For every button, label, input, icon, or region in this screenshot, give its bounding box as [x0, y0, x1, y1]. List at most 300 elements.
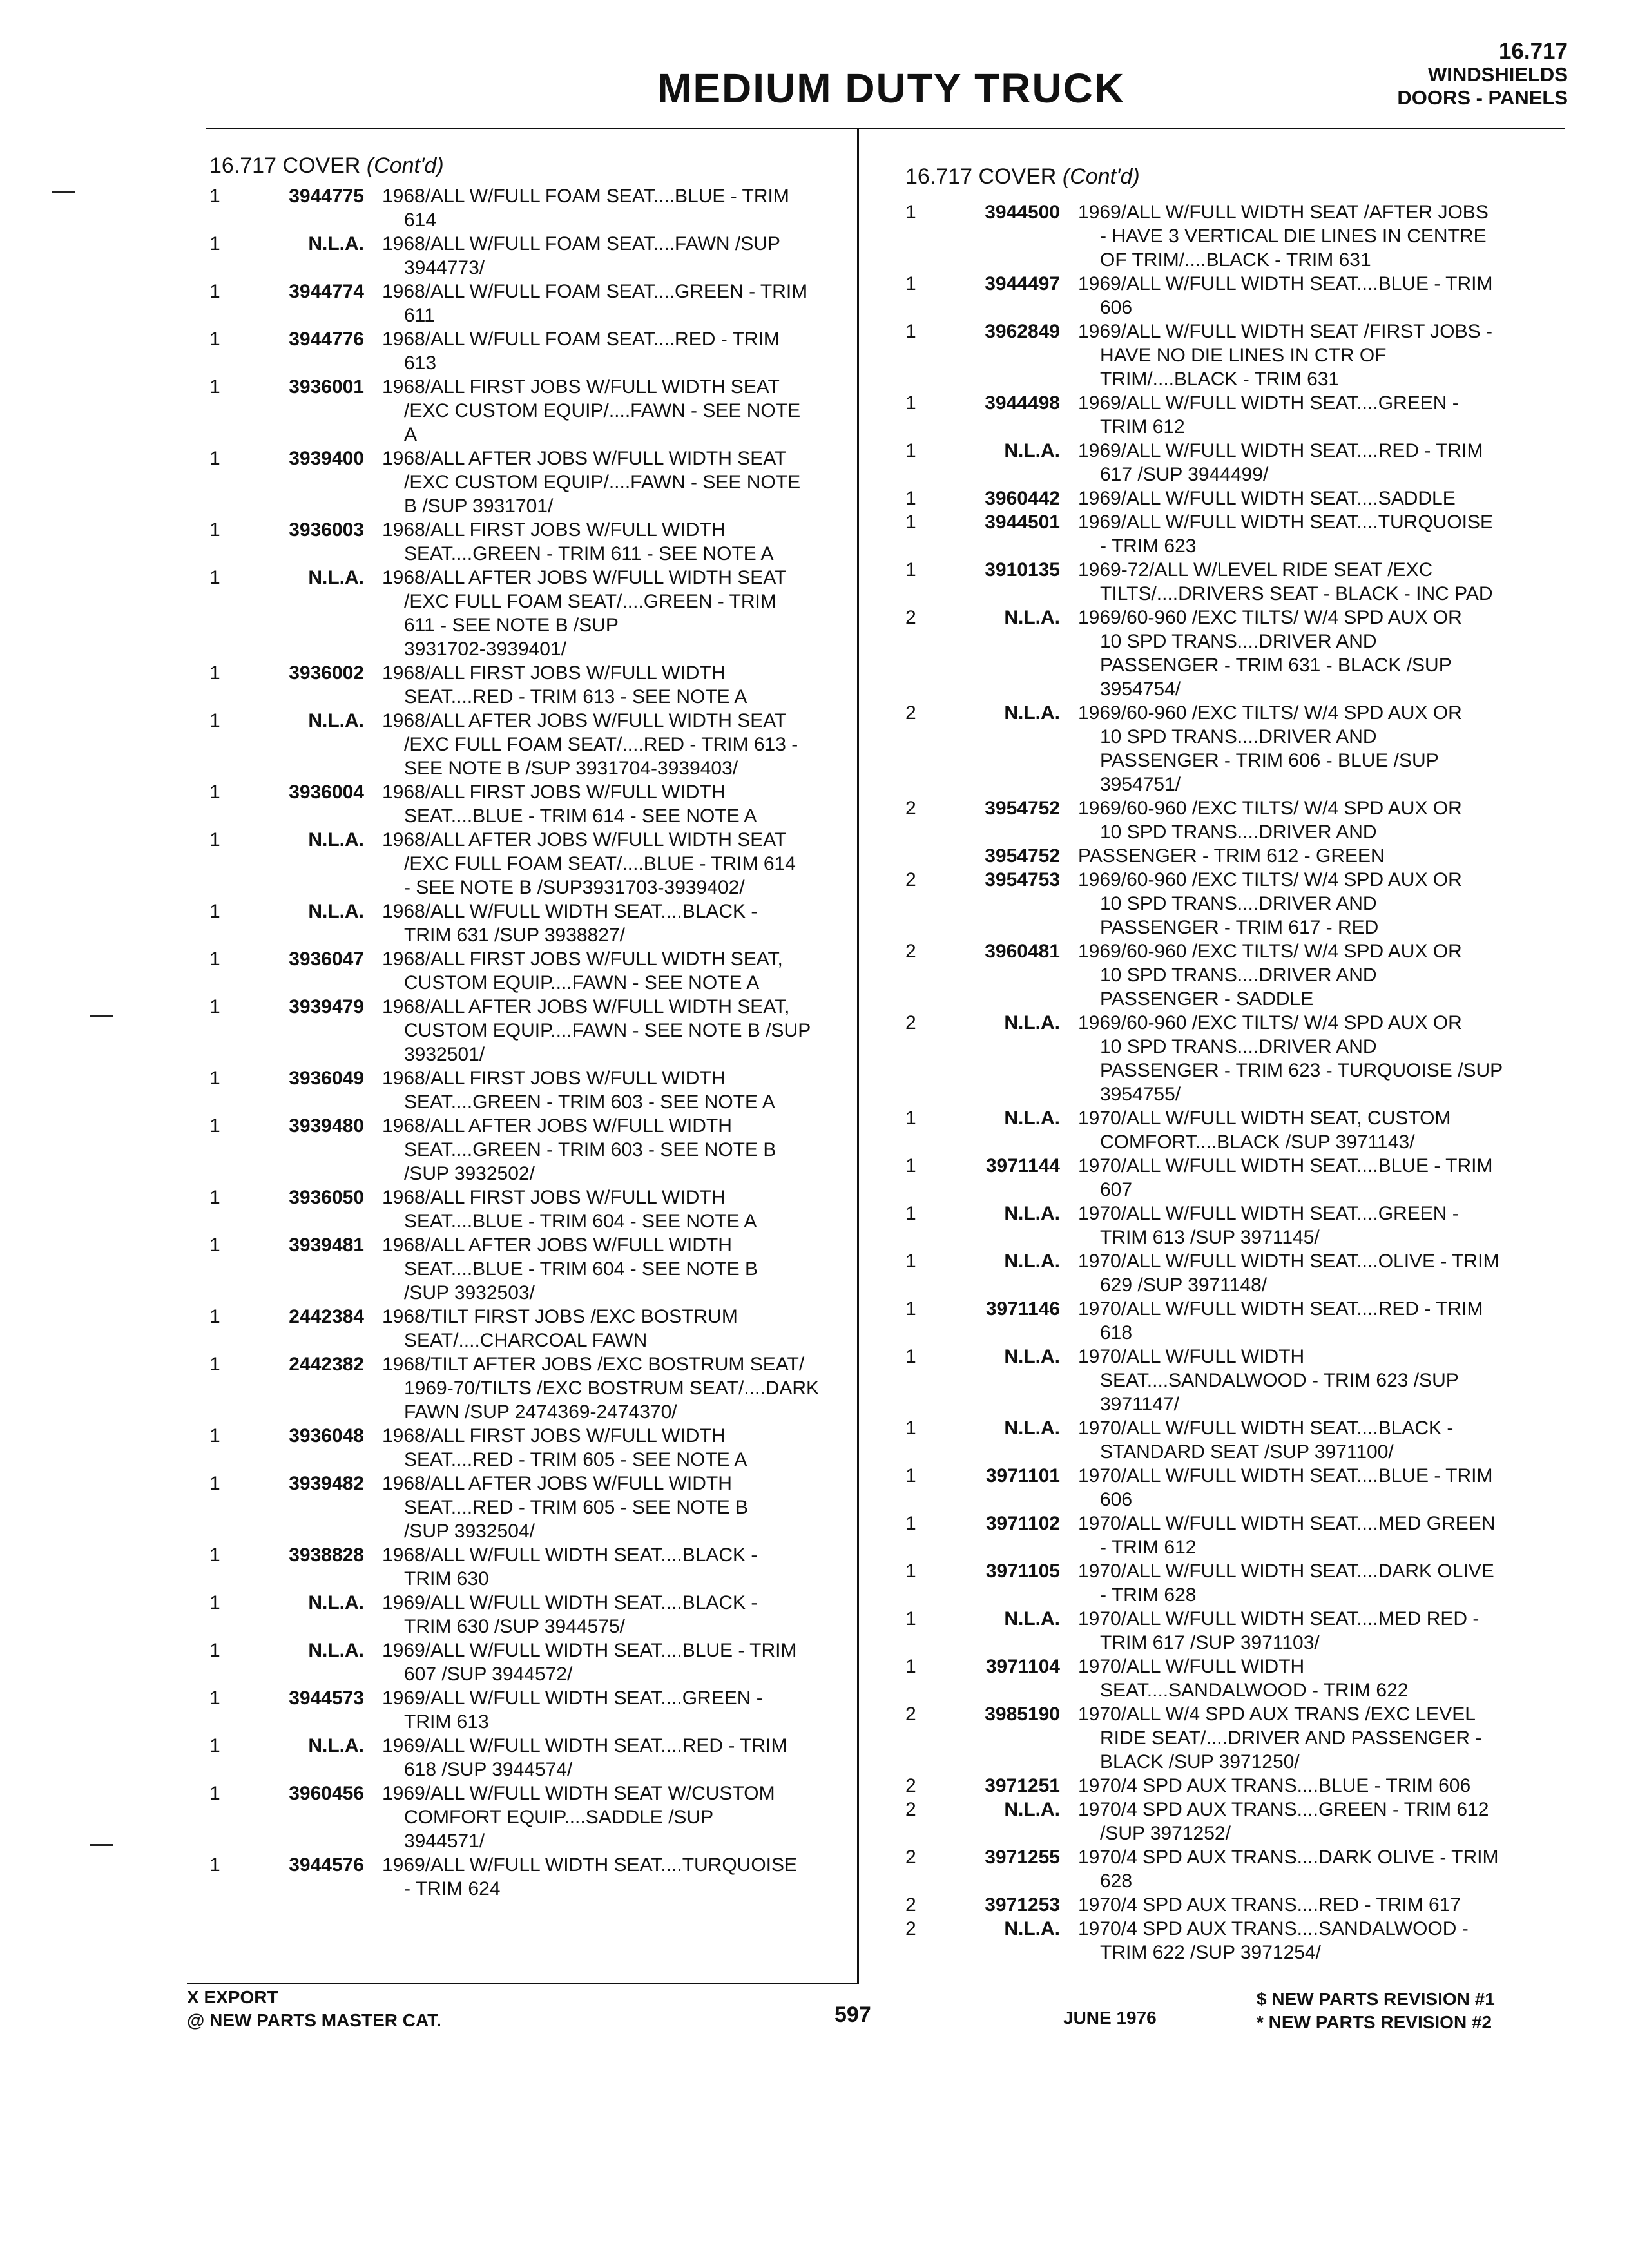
entry-part-number: 3960456 [289, 1783, 364, 1804]
description-line: 617 /SUP 3944499/ [1100, 464, 1269, 485]
parts-list-entry [905, 1106, 1582, 1154]
description-line: 1968/ALL FIRST JOBS W/FULL WIDTH [382, 1425, 726, 1446]
entry-part-number: 3971102 [985, 1513, 1060, 1534]
description-line: TRIM 613 [404, 1711, 489, 1733]
description-line: 1970/ALL W/FULL WIDTH SEAT....MED GREEN [1078, 1513, 1496, 1534]
parts-list-entry [209, 1782, 854, 1853]
entry-description [1078, 1249, 1582, 1297]
entry-part-number: 3944500 [985, 202, 1060, 223]
entry-description [382, 1853, 854, 1901]
revision-2: * NEW PARTS REVISION #2 [1257, 2012, 1492, 2032]
entry-quantity: 1 [905, 1108, 916, 1129]
description-line: SEAT....BLUE - TRIM 604 - SEE NOTE B [404, 1258, 758, 1280]
entry-part-number: N.L.A. [308, 901, 364, 922]
description-line: TRIM 617 /SUP 3971103/ [1100, 1632, 1320, 1653]
entry-quantity: 1 [209, 567, 220, 588]
description-line: 10 SPD TRANS....DRIVER AND [1100, 726, 1377, 747]
description-line: 1970/ALL W/FULL WIDTH SEAT....RED - TRIM [1078, 1298, 1483, 1320]
description-line: 1969/ALL W/FULL WIDTH SEAT....SADDLE [1078, 488, 1456, 509]
description-line: SEAT....GREEN - TRIM 603 - SEE NOTE B [404, 1139, 776, 1160]
entry-part-number: 3944501 [985, 512, 1060, 533]
description-line: 1968/ALL AFTER JOBS W/FULL WIDTH [382, 1115, 732, 1137]
parts-list-entry [209, 375, 854, 447]
entry-quantity: 1 [905, 1465, 916, 1486]
description-line: - HAVE 3 VERTICAL DIE LINES IN CENTRE [1100, 226, 1487, 247]
description-line: 10 SPD TRANS....DRIVER AND [1100, 822, 1377, 843]
entry-part-number: N.L.A. [308, 567, 364, 588]
revision-legend [1257, 1988, 1495, 2034]
description-line: 1968/TILT AFTER JOBS /EXC BOSTRUM SEAT/ [382, 1354, 805, 1375]
description-line: 1970/ALL W/FULL WIDTH [1078, 1346, 1305, 1367]
parts-list-entry [209, 1424, 854, 1472]
entry-description [382, 184, 854, 232]
parts-list-entry [209, 780, 854, 828]
entry-quantity: 1 [209, 1592, 220, 1613]
entry-description [382, 1114, 854, 1186]
description-line: 1969/60-960 /EXC TILTS/ W/4 SPD AUX OR [1078, 941, 1462, 962]
entry-part-number: N.L.A. [1004, 1012, 1060, 1033]
description-line: PASSENGER - TRIM 623 - TURQUOISE /SUP [1100, 1060, 1503, 1081]
entry-description [382, 232, 854, 280]
parts-list-entry [209, 947, 854, 995]
description-line: 607 [1100, 1179, 1133, 1200]
parts-list-entry [905, 1607, 1582, 1655]
entry-description [1078, 1106, 1582, 1154]
parts-list-entry [905, 1845, 1582, 1893]
entry-part-number: 3971253 [985, 1894, 1060, 1916]
entry-description [1078, 200, 1582, 272]
description-line: B /SUP 3931701/ [404, 495, 554, 517]
entry-part-number: 3936001 [289, 376, 364, 398]
right-entry-list [905, 200, 1582, 1965]
section-suffix: (Cont'd) [366, 153, 444, 178]
entry-part-number: N.L.A. [1004, 1251, 1060, 1272]
description-line: 1970/ALL W/FULL WIDTH SEAT, CUSTOM [1078, 1108, 1451, 1129]
description-line: SEAT....RED - TRIM 605 - SEE NOTE A [404, 1449, 747, 1470]
entry-quantity: 2 [905, 798, 916, 819]
description-line: 3931702-3939401/ [404, 639, 566, 660]
entry-quantity: 1 [209, 1640, 220, 1661]
description-line: 1968/ALL FIRST JOBS W/FULL WIDTH SEAT, [382, 948, 783, 970]
description-line: TRIM 613 /SUP 3971145/ [1100, 1227, 1320, 1248]
parts-list-entry [209, 1233, 854, 1305]
entry-part-number: 3910135 [985, 559, 1060, 581]
entry-description [382, 1591, 854, 1639]
description-line: 1969/60-960 /EXC TILTS/ W/4 SPD AUX OR [1078, 869, 1462, 890]
description-line: PASSENGER - TRIM 617 - RED [1100, 917, 1379, 938]
description-line: PASSENGER - TRIM 612 - GREEN [1078, 845, 1385, 867]
entry-quantity: 1 [905, 1298, 916, 1320]
entry-description [1078, 868, 1582, 939]
description-line: SEAT/....CHARCOAL FAWN [404, 1330, 648, 1351]
description-line: STANDARD SEAT /SUP 3971100/ [1100, 1441, 1394, 1463]
description-line: SEAT....BLUE - TRIM 614 - SEE NOTE A [404, 805, 757, 827]
description-line: 628 [1100, 1870, 1133, 1892]
entry-quantity: 1 [209, 519, 220, 541]
description-line: 618 /SUP 3944574/ [404, 1759, 573, 1780]
parts-list-entry [209, 1853, 854, 1901]
entry-part-number: 3939482 [289, 1473, 364, 1494]
entry-description [382, 899, 854, 947]
description-line: 3932501/ [404, 1044, 485, 1065]
description-line: 1969/ALL W/FULL WIDTH SEAT....BLUE - TRIM [1078, 273, 1493, 294]
parts-list-entry [209, 899, 854, 947]
description-line: HAVE NO DIE LINES IN CTR OF [1100, 345, 1387, 366]
entry-description [382, 1782, 854, 1853]
entry-description [1078, 272, 1582, 320]
entry-part-number: N.L.A. [1004, 1346, 1060, 1367]
entry-description [382, 280, 854, 327]
description-line: TRIM/....BLACK - TRIM 631 [1100, 369, 1340, 390]
entry-description [382, 1543, 854, 1591]
entry-part-number: 3954752 [985, 798, 1060, 819]
parts-list-entry [905, 701, 1582, 796]
description-line: SEE NOTE B /SUP 3931704-3939403/ [404, 758, 738, 779]
entry-quantity: 1 [209, 1687, 220, 1709]
description-line: 1968/ALL AFTER JOBS W/FULL WIDTH SEAT [382, 448, 787, 469]
entry-quantity: 1 [209, 233, 220, 255]
entry-part-number: 3936048 [289, 1425, 364, 1446]
description-line: 1969/60-960 /EXC TILTS/ W/4 SPD AUX OR [1078, 798, 1462, 819]
entry-part-number: 3971251 [985, 1775, 1060, 1796]
entry-quantity: 1 [209, 1473, 220, 1494]
description-line: TRIM 630 [404, 1568, 489, 1590]
entry-quantity: 1 [905, 1513, 916, 1534]
description-line: 1970/ALL W/FULL WIDTH SEAT....BLUE - TRIM [1078, 1465, 1493, 1486]
parts-list-entry [905, 1249, 1582, 1297]
description-line: - TRIM 624 [404, 1878, 501, 1899]
parts-list-entry [209, 1543, 854, 1591]
description-line: 3954754/ [1100, 678, 1181, 700]
parts-list-entry [209, 518, 854, 566]
entry-part-number: 3954753 [985, 869, 1060, 890]
description-line: SEAT....GREEN - TRIM 603 - SEE NOTE A [404, 1091, 775, 1113]
parts-list-entry [209, 661, 854, 709]
description-line: CUSTOM EQUIP....FAWN - SEE NOTE B /SUP [404, 1020, 811, 1041]
header-line-1: WINDSHIELDS [1428, 63, 1568, 86]
parts-list-entry [905, 558, 1582, 606]
description-line: 1968/ALL AFTER JOBS W/FULL WIDTH SEAT [382, 829, 787, 850]
entry-description [382, 1424, 854, 1472]
parts-list-entry [209, 232, 854, 280]
entry-part-number: N.L.A. [1004, 1108, 1060, 1129]
entry-description [382, 375, 854, 447]
entry-description [1078, 1702, 1582, 1774]
parts-list-entry [905, 1798, 1582, 1845]
parts-list-entry [209, 1734, 854, 1782]
description-line: 1970/ALL W/FULL WIDTH SEAT....DARK OLIVE [1078, 1561, 1494, 1582]
parts-list-entry [209, 995, 854, 1066]
entry-part-number: 3985190 [985, 1704, 1060, 1725]
entry-part-number: 3971144 [985, 1155, 1060, 1177]
entry-description [1078, 606, 1582, 701]
parts-list-entry [905, 1702, 1582, 1774]
description-line: 614 [404, 209, 437, 231]
entry-part-number: 3936003 [289, 519, 364, 541]
entry-quantity: 1 [209, 996, 220, 1017]
description-line: SEAT....RED - TRIM 613 - SEE NOTE A [404, 686, 747, 707]
parts-list-entry [209, 1114, 854, 1186]
entry-description [1078, 558, 1582, 606]
page-number: 597 [834, 2003, 871, 2027]
description-line: COMFORT....BLACK /SUP 3971143/ [1100, 1131, 1415, 1153]
entry-quantity: 1 [209, 1354, 220, 1375]
entry-part-number: N.L.A. [1004, 440, 1060, 461]
parts-list-entry [209, 1066, 854, 1114]
revision-1: $ NEW PARTS REVISION #1 [1257, 1989, 1495, 2009]
description-line: 10 SPD TRANS....DRIVER AND [1100, 631, 1377, 652]
entry-quantity: 1 [905, 273, 916, 294]
entry-part-number: N.L.A. [308, 1640, 364, 1661]
entry-quantity: 1 [209, 1425, 220, 1446]
entry-description [382, 661, 854, 709]
entry-quantity: 1 [209, 329, 220, 350]
description-line: 611 [404, 305, 435, 326]
entry-part-number: 3944576 [289, 1854, 364, 1876]
entry-part-number: 3936050 [289, 1187, 364, 1208]
description-line: 1970/ALL W/FULL WIDTH SEAT....BLUE - TRIM [1078, 1155, 1493, 1177]
entry-quantity: 1 [905, 440, 916, 461]
parts-list-entry [209, 1186, 854, 1233]
description-line: 10 SPD TRANS....DRIVER AND [1100, 1036, 1377, 1057]
entry-quantity: 1 [209, 1854, 220, 1876]
entry-quantity: 2 [905, 1894, 916, 1916]
description-line: 3944571/ [404, 1831, 485, 1852]
description-line: 1970/ALL W/4 SPD AUX TRANS /EXC LEVEL [1078, 1704, 1476, 1725]
description-line: 1969/ALL W/FULL WIDTH SEAT....RED - TRIM [1078, 440, 1483, 461]
header-line-2: DOORS - PANELS [1397, 86, 1568, 109]
entry-quantity: 1 [905, 1251, 916, 1272]
entry-part-number: 3936049 [289, 1068, 364, 1089]
entry-quantity: 1 [209, 281, 220, 302]
description-line: 1969/ALL W/FULL WIDTH SEAT....BLUE - TRIM [382, 1640, 797, 1661]
entry-quantity: 1 [209, 829, 220, 850]
description-line: - TRIM 612 [1100, 1537, 1197, 1558]
description-line: 1969/ALL W/FULL WIDTH SEAT /AFTER JOBS [1078, 202, 1489, 223]
entry-quantity: 1 [209, 1544, 220, 1566]
entry-description [1078, 1559, 1582, 1607]
entry-description [1078, 701, 1582, 796]
description-line: 606 [1100, 1489, 1133, 1510]
revision-date: JUNE 1976 [1063, 2008, 1157, 2028]
entry-description [1078, 486, 1582, 510]
entry-description [382, 1305, 854, 1352]
description-line: FAWN /SUP 2474369-2474370/ [404, 1401, 677, 1423]
description-line: 1968/ALL FIRST JOBS W/FULL WIDTH [382, 519, 726, 541]
entry-quantity: 1 [209, 448, 220, 469]
left-section-heading [209, 153, 854, 178]
entry-quantity: 1 [905, 1155, 916, 1177]
description-line: 1968/ALL W/FULL FOAM SEAT....BLUE - TRIM [382, 186, 789, 207]
parts-list-entry [209, 327, 854, 375]
description-line: PASSENGER - TRIM 631 - BLACK /SUP [1100, 655, 1452, 676]
entry-quantity: 1 [209, 1783, 220, 1804]
description-line: 1968/ALL FIRST JOBS W/FULL WIDTH [382, 1187, 726, 1208]
entry-part-number: N.L.A. [308, 233, 364, 255]
entry-quantity: 2 [905, 1918, 916, 1939]
footer-rule [187, 1983, 857, 1984]
parts-list-entry [209, 1472, 854, 1543]
parts-list-entry [905, 510, 1582, 558]
entry-quantity: 1 [905, 321, 916, 342]
entry-quantity: 1 [209, 1306, 220, 1327]
entry-quantity: 2 [905, 1012, 916, 1033]
description-line: 1969/60-960 /EXC TILTS/ W/4 SPD AUX OR [1078, 702, 1462, 724]
description-line: 10 SPD TRANS....DRIVER AND [1100, 893, 1377, 914]
description-line: TRIM 631 /SUP 3938827/ [404, 925, 625, 946]
description-line: 1969/ALL W/FULL WIDTH SEAT....BLACK - [382, 1592, 758, 1613]
entry-part-number: 3939400 [289, 448, 364, 469]
description-line: SEAT....BLUE - TRIM 604 - SEE NOTE A [404, 1211, 757, 1232]
left-entry-list [209, 184, 854, 1901]
description-line: SEAT....GREEN - TRIM 611 - SEE NOTE A [404, 543, 774, 564]
entry-quantity: 1 [209, 662, 220, 684]
parts-list-entry [905, 1297, 1582, 1345]
entry-description [1078, 796, 1582, 844]
description-line: 613 [404, 352, 437, 374]
description-line: A [404, 424, 418, 445]
section-title: 16.717 COVER [905, 164, 1057, 189]
entry-description [382, 566, 854, 661]
parts-list-entry [905, 1154, 1582, 1202]
description-line: /EXC CUSTOM EQUIP/....FAWN - SEE NOTE [404, 400, 801, 421]
entry-description [1078, 1917, 1582, 1965]
entry-description [1078, 1607, 1582, 1655]
entry-part-number: 2442384 [289, 1306, 364, 1327]
description-line: 1969/ALL W/FULL WIDTH SEAT W/CUSTOM [382, 1783, 775, 1804]
column-divider [857, 128, 859, 1984]
description-line: 1970/4 SPD AUX TRANS....SANDALWOOD - [1078, 1918, 1469, 1939]
description-line: 1969/ALL W/FULL WIDTH SEAT....TURQUOISE [1078, 512, 1494, 533]
entry-quantity: 1 [209, 1187, 220, 1208]
entry-description [1078, 1416, 1582, 1464]
entry-part-number: 3944498 [985, 392, 1060, 414]
description-line: 1970/4 SPD AUX TRANS....DARK OLIVE - TRIM [1078, 1847, 1499, 1868]
parts-list-entry [209, 1591, 854, 1639]
entry-description [382, 709, 854, 780]
margin-mark [52, 191, 75, 193]
entry-part-number: 3971104 [985, 1656, 1060, 1677]
parts-list-entry [905, 844, 1582, 868]
description-line: /EXC CUSTOM EQUIP/....FAWN - SEE NOTE [404, 472, 801, 493]
entry-description [382, 327, 854, 375]
entry-quantity: 2 [905, 869, 916, 890]
entry-description [382, 947, 854, 995]
entry-description [1078, 844, 1582, 868]
description-line: 1970/ALL W/FULL WIDTH SEAT....OLIVE - TRIM [1078, 1251, 1499, 1272]
entry-part-number: 3962849 [985, 321, 1060, 342]
right-section-heading [905, 164, 1582, 189]
description-line: 1969-72/ALL W/LEVEL RIDE SEAT /EXC [1078, 559, 1433, 581]
parts-list-entry [905, 439, 1582, 486]
parts-list-entry [905, 1893, 1582, 1917]
entry-part-number: 3971101 [985, 1465, 1060, 1486]
entry-part-number: N.L.A. [1004, 1203, 1060, 1224]
description-line: PASSENGER - SADDLE [1100, 988, 1314, 1010]
entry-quantity: 2 [905, 607, 916, 628]
parts-list-entry [209, 709, 854, 780]
parts-list-entry [209, 280, 854, 327]
entry-part-number: 3944776 [289, 329, 364, 350]
entry-description [382, 1734, 854, 1782]
description-line: /SUP 3932503/ [404, 1282, 535, 1303]
entry-quantity: 1 [905, 202, 916, 223]
description-line: 1969/60-960 /EXC TILTS/ W/4 SPD AUX OR [1078, 1012, 1462, 1033]
description-line: SEAT....SANDALWOOD - TRIM 623 /SUP [1100, 1370, 1459, 1391]
description-line: 1970/ALL W/FULL WIDTH SEAT....BLACK - [1078, 1418, 1454, 1439]
footer-export-legend: X EXPORT [187, 1987, 278, 2007]
left-column [209, 153, 854, 1901]
description-line: COMFORT EQUIP....SADDLE /SUP [404, 1807, 714, 1828]
header-rule [206, 128, 1565, 129]
entry-quantity: 1 [209, 710, 220, 731]
entry-quantity: 1 [209, 1735, 220, 1756]
entry-part-number: 3944497 [985, 273, 1060, 294]
entry-part-number: N.L.A. [308, 829, 364, 850]
parts-list-entry [905, 1464, 1582, 1512]
description-line: PASSENGER - TRIM 606 - BLUE /SUP [1100, 750, 1439, 771]
entry-part-number: 3936004 [289, 782, 364, 803]
parts-list-entry [209, 1305, 854, 1352]
description-line: /EXC FULL FOAM SEAT/....RED - TRIM 613 - [404, 734, 798, 755]
parts-list-entry [905, 320, 1582, 391]
description-line: 1968/ALL W/FULL WIDTH SEAT....BLACK - [382, 1544, 758, 1566]
page-title: MEDIUM DUTY TRUCK [657, 65, 1126, 111]
parts-list-entry [905, 200, 1582, 272]
entry-quantity: 1 [905, 1346, 916, 1367]
entry-quantity: 1 [905, 559, 916, 581]
parts-list-entry [209, 566, 854, 661]
entry-description [382, 1066, 854, 1114]
description-line: 1970/4 SPD AUX TRANS....RED - TRIM 617 [1078, 1894, 1461, 1916]
description-line: RIDE SEAT/....DRIVER AND PASSENGER - [1100, 1727, 1482, 1749]
entry-part-number: 3936047 [289, 948, 364, 970]
description-line: 1969/ALL W/FULL WIDTH SEAT /FIRST JOBS - [1078, 321, 1492, 342]
entry-quantity: 1 [209, 376, 220, 398]
entry-quantity: 1 [905, 1418, 916, 1439]
entry-description [382, 447, 854, 518]
entry-description [1078, 1655, 1582, 1702]
entry-description [382, 1186, 854, 1233]
description-line: 1970/ALL W/FULL WIDTH SEAT....MED RED - [1078, 1608, 1480, 1629]
entry-part-number: 3944774 [289, 281, 364, 302]
parts-list-entry [905, 1655, 1582, 1702]
description-line: 3971147/ [1100, 1394, 1179, 1415]
entry-description [382, 1686, 854, 1734]
entry-description [1078, 1774, 1582, 1798]
entry-part-number: 3939479 [289, 996, 364, 1017]
entry-part-number: N.L.A. [1004, 1418, 1060, 1439]
entry-part-number: N.L.A. [1004, 702, 1060, 724]
entry-description [382, 1472, 854, 1543]
description-line: 3954755/ [1100, 1084, 1181, 1105]
description-line: TRIM 612 [1100, 416, 1185, 437]
entry-description [1078, 1345, 1582, 1416]
entry-quantity: 1 [209, 186, 220, 207]
entry-quantity: 1 [209, 901, 220, 922]
description-line: 1969-70/TILTS /EXC BOSTRUM SEAT/....DARK [404, 1378, 820, 1399]
header-section-info [1397, 40, 1568, 110]
description-line: 1970/ALL W/FULL WIDTH SEAT....GREEN - [1078, 1203, 1459, 1224]
description-line: 1968/ALL FIRST JOBS W/FULL WIDTH [382, 782, 726, 803]
description-line: BLACK /SUP 3971250/ [1100, 1751, 1300, 1773]
description-line: OF TRIM/....BLACK - TRIM 631 [1100, 249, 1371, 271]
description-line: 1969/ALL W/FULL WIDTH SEAT....GREEN - [1078, 392, 1459, 414]
parts-list-entry [905, 868, 1582, 939]
entry-description [382, 1639, 854, 1686]
entry-description [1078, 439, 1582, 486]
entry-quantity: 1 [905, 1608, 916, 1629]
